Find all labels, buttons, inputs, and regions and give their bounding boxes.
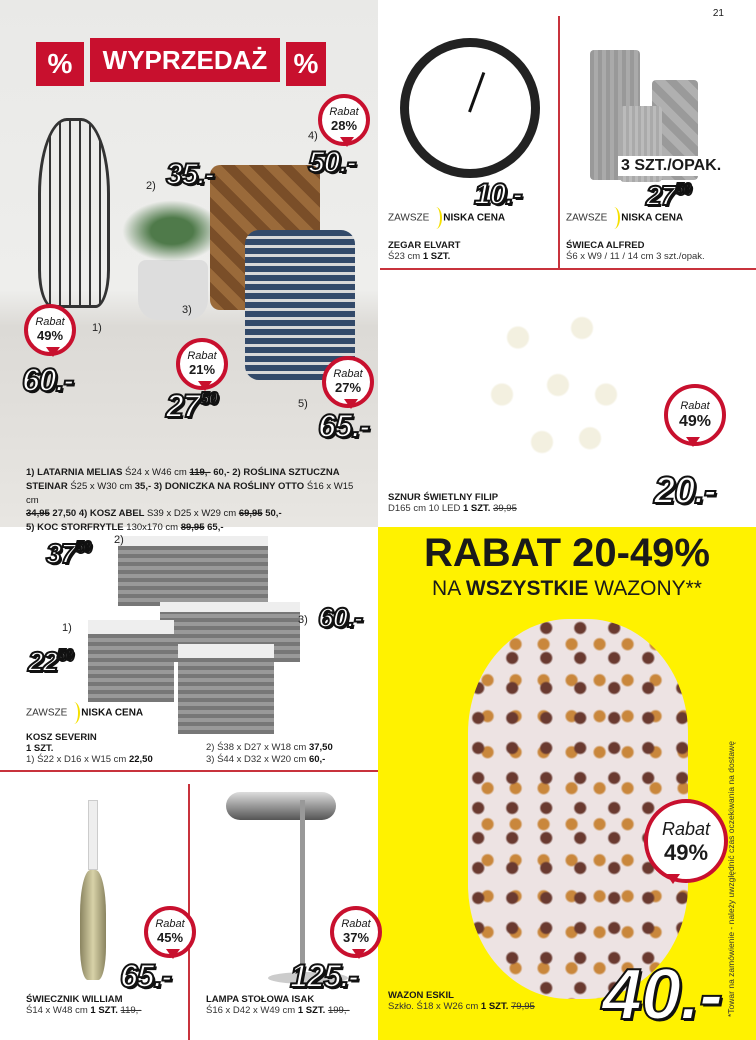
product-info: ZEGAR ELVART Ś23 cm 1 SZT. — [388, 240, 461, 262]
product-title: ŚWIECZNIK WILLIAM — [26, 994, 123, 1005]
item-number: 3) — [182, 304, 192, 316]
always-low-price-logo: ZAWSZE NISKA CENA — [26, 702, 143, 724]
product-title: ZEGAR ELVART — [388, 240, 461, 251]
item-number: 2) — [146, 180, 156, 192]
price: $27^{50}$ — [646, 180, 691, 211]
price: 10.- — [474, 178, 522, 211]
plant-leaves — [122, 200, 222, 262]
product-info: LAMPA STOŁOWA ISAK Ś16 x D42 x W49 cm 1 SZT. 199,- — [206, 994, 350, 1016]
product-info: ŚWIECZNIK WILLIAM Ś14 x W48 cm 1 SZT. 119,- — [26, 994, 142, 1016]
lantern-image — [38, 118, 110, 308]
hero-description: 1) LATARNIA MELIAS Ś24 x W46 cm 119,- 60,- 2) ROŚLINA SZTUCZNA STEINAR Ś25 x W30 cm 35,- 3) DONICZKA NA ROŚLINY OTTO Ś16 x W15 cm 34,95 27,50 4) KOSZ ABEL S39 x D25 x W29 cm 69,95 50,- 5) KOC STORFRYTLE 130x170 cm 89,95 65,- — [26, 467, 354, 534]
price: 60.- — [22, 362, 74, 398]
price: $22^{50}$ — [28, 646, 73, 677]
discount-badge: Rabat 27% — [322, 356, 374, 408]
price: 50.- — [308, 146, 356, 179]
item-number: 5) — [298, 398, 308, 410]
product-sizes: 2) Ś38 x D27 x W18 cm 37,50 3) Ś44 x D32 x W20 cm 60,- — [206, 742, 333, 766]
price: 60.- — [318, 602, 363, 633]
discount-badge: Rabat 49% — [664, 384, 726, 446]
lamp-image — [226, 792, 336, 820]
price: 20.- — [654, 470, 716, 512]
discount-badge: Rabat 45% — [144, 906, 196, 958]
pack-badge: 3 SZT./OPAK. — [618, 156, 724, 176]
vase-image — [468, 619, 688, 999]
basket-image — [178, 644, 274, 734]
percent-tag: % — [286, 42, 326, 86]
string-lights-image — [470, 290, 630, 480]
discount-badge: Rabat 21% — [176, 338, 228, 390]
lamp-image — [300, 800, 305, 976]
product-title: ŚWIECA ALFRED — [566, 240, 645, 251]
plant-image — [138, 260, 208, 320]
product-info: ŚWIECA ALFRED Ś6 x W9 / 11 / 14 cm 3 szt./opak. — [566, 240, 705, 262]
discount-badge: Rabat 49% — [24, 304, 76, 356]
price: 40.- — [602, 955, 723, 1035]
item-number: 4) — [308, 130, 318, 142]
always-low-price-logo: ZAWSZE NISKA CENA — [566, 207, 683, 229]
product-title: WAZON ESKIL — [388, 990, 454, 1001]
percent-tag: % — [36, 42, 84, 86]
footnote: *Towar na zamówienie - należy uwzględnić czas oczekiwania na dostawę — [726, 741, 736, 1017]
product-info: KOSZ SEVERIN 1 SZT. 1) Ś22 x D16 x W15 cm 22,50 — [26, 732, 153, 765]
price: $37^{50}$ — [46, 538, 91, 569]
hero-section — [0, 0, 378, 534]
item-number: 3) — [298, 614, 308, 626]
promo-headline: RABAT 20-49% — [424, 531, 710, 575]
item-number: 2) — [114, 534, 124, 546]
product-info: SZNUR ŚWIETLNY FILIP D165 cm 10 LED 1 SZT. 39,95 — [388, 492, 517, 514]
sale-banner: WYPRZEDAŻ — [90, 38, 280, 82]
price: 65.- — [120, 958, 172, 994]
price: $27^{50}$ — [166, 388, 218, 424]
basket-image — [88, 620, 174, 702]
item-number: 1) — [62, 622, 72, 634]
page-number: 21 — [712, 8, 724, 19]
promo-subheadline: NA WSZYSTKIE WAZONY** — [432, 577, 702, 600]
product-info: WAZON ESKIL Szkło. Ś18 x W26 cm 1 SZT. 79,95 — [388, 990, 535, 1012]
price: 125.- — [290, 958, 358, 994]
banner-tags — [36, 38, 326, 86]
discount-badge: Rabat 37% — [330, 906, 382, 958]
price: 65.- — [318, 408, 370, 444]
product-title: LAMPA STOŁOWA ISAK — [206, 994, 315, 1005]
price: 35.- — [166, 158, 214, 191]
basket-image — [118, 536, 268, 606]
vase-promo-panel — [378, 527, 756, 1040]
discount-badge: Rabat 49% — [644, 799, 728, 883]
candleholder-image — [88, 800, 98, 870]
item-number: 1) — [92, 322, 102, 334]
discount-badge: Rabat 28% — [318, 94, 370, 146]
always-low-price-logo: ZAWSZE NISKA CENA — [388, 207, 505, 229]
product-title: SZNUR ŚWIETLNY FILIP — [388, 492, 499, 503]
product-title: KOSZ SEVERIN — [26, 732, 97, 743]
candleholder-image — [80, 870, 106, 980]
